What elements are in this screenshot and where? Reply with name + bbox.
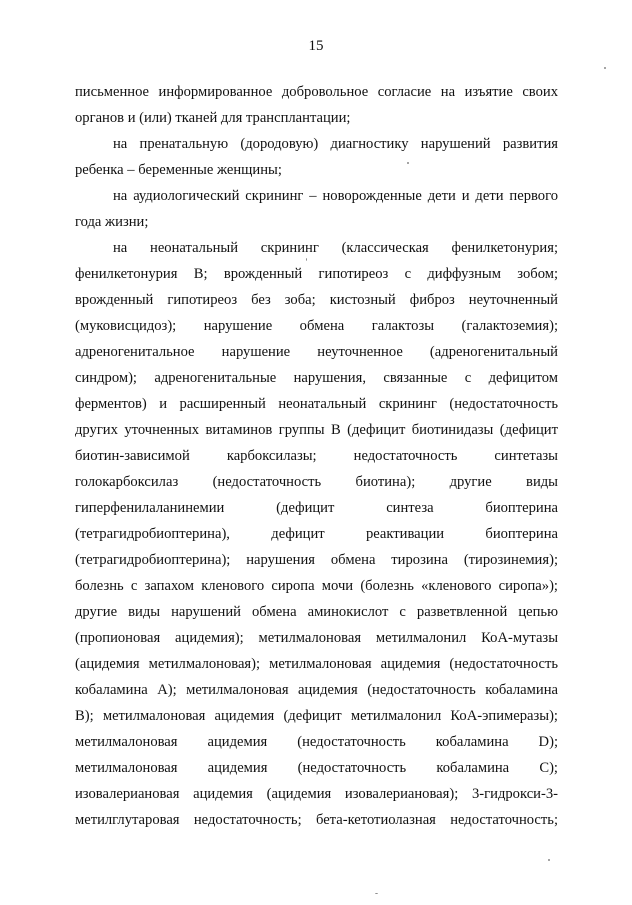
text-line: (тетрагидробиоптерина), дефицит реактивации биоптерина — [75, 526, 558, 542]
text-line: на неонатальный скрининг (классическая фенилкетонурия; — [113, 240, 558, 256]
text-line: органов и (или) тканей для трансплантации; — [75, 110, 351, 126]
text-line: биотин-зависимой карбоксилазы; недостаточность синтетазы — [75, 448, 558, 464]
text-line: ребенка – беременные женщины; — [75, 162, 282, 178]
text-line: на аудиологический скрининг – новорожденные дети и дети первого — [113, 188, 558, 204]
text-line: (тетрагидробиоптерина); нарушения обмена тирозина (тирозинемия); — [75, 552, 558, 568]
scan-speck — [306, 258, 307, 261]
text-line: (муковисцидоз); нарушение обмена галактозы (галактоземия); — [75, 318, 558, 334]
scan-speck — [604, 67, 606, 69]
text-line: болезнь с запахом кленового сиропа мочи (болезнь «кленового сиропа»); — [75, 578, 558, 594]
text-line: другие виды нарушений обмена аминокислот с разветвленной цепью — [75, 604, 558, 620]
text-line: В); метилмалоновая ацидемия (дефицит метилмалонил КоА-эпимеразы); — [75, 708, 558, 724]
text-line: гиперфенилаланинемии (дефицит синтеза биоптерина — [75, 500, 558, 516]
text-line: года жизни; — [75, 214, 149, 230]
text-line: на пренатальную (дородовую) диагностику нарушений развития — [113, 136, 558, 152]
text-line: других уточненных витаминов группы В (дефицит биотинидазы (дефицит — [75, 422, 558, 438]
text-line: ферментов) и расширенный неонатальный скрининг (недостаточность — [75, 396, 558, 412]
text-line: адреногенитальное нарушение неуточненное (адреногенитальный — [75, 344, 558, 360]
text-line: письменное информированное добровольное согласие на изъятие своих — [75, 84, 558, 100]
text-line: (ацидемия метилмалоновая); метилмалоновая ацидемия (недостаточность — [75, 656, 558, 672]
text-line: метилмалоновая ацидемия (недостаточность кобаламина D); — [75, 734, 558, 750]
scan-speck — [375, 893, 378, 894]
scan-speck — [407, 162, 409, 164]
text-line: голокарбоксилаз (недостаточность биотина); другие виды — [75, 474, 558, 490]
text-line: кобаламина А); метилмалоновая ацидемия (недостаточность кобаламина — [75, 682, 558, 698]
scan-speck — [548, 859, 550, 861]
text-line: врожденный гипотиреоз без зоба; кистозный фиброз неуточненный — [75, 292, 558, 308]
text-line: (пропионовая ацидемия); метилмалоновая метилмалонил КоА-мутазы — [75, 630, 558, 646]
text-line: метилмалоновая ацидемия (недостаточность кобаламина С); — [75, 760, 558, 776]
text-line: изовалериановая ацидемия (ацидемия изовалериановая); 3-гидрокси-3- — [75, 786, 558, 802]
page-number: 15 — [308, 38, 324, 54]
document-body — [75, 79, 558, 833]
text-line: фенилкетонурия В; врожденный гипотиреоз с диффузным зобом; — [75, 266, 558, 282]
text-line: метилглутаровая недостаточность; бета-кетотиолазная недостаточность; — [75, 812, 558, 828]
text-line: синдром); адреногенитальные нарушения, связанные с дефицитом — [75, 370, 558, 386]
